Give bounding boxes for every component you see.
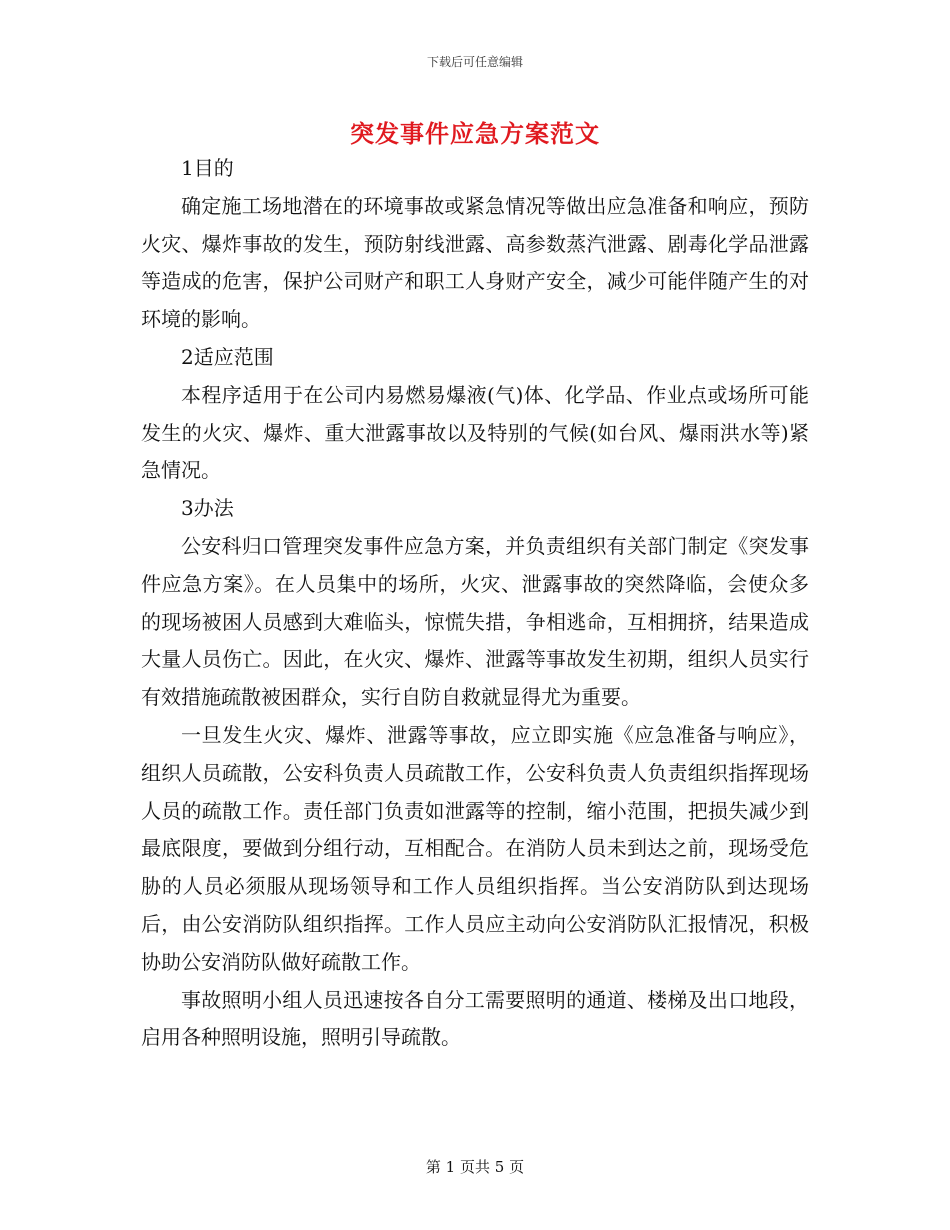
document-title: 突发事件应急方案范文 [350,119,600,148]
section-heading-method: 3办法 [181,496,234,521]
section-heading-scope: 2适应范围 [181,344,274,369]
header-note: 下载后可任意编辑 [426,55,523,69]
paragraph: 确定施工场地潜在的环境事故或紧急情况等做出应急准备和响应，预防火灾、爆炸事故的发生，预防射线泄露、高参数蒸汽泄露、剧毒化学品泄露等造成的危害，保护公司财产和职工人身财产安全，减少可能伴随产生的对环境的影响。 [141,193,809,332]
paragraph: 事故照明小组人员迅速按各自分工需要照明的通道、楼梯及出口地段，启用各种照明设施，照明引导疏散。 [141,987,809,1050]
paragraph: 本程序适用于在公司内易燃易爆液(气)体、化学品、作业点或场所可能发生的火灾、爆炸、重大泄露事故以及特别的气候(如台风、爆雨洪水等)紧急情况。 [141,382,809,483]
section-heading-purpose: 1目的 [181,156,234,180]
paragraph: 一旦发生火灾、爆炸、泄露等事故，应立即实施《应急准备与响应》，组织人员疏散，公安科负责人员疏散工作，公安科负责人负责组织指挥现场人员的疏散工作。责任部门负责如泄露等的控制，缩小范围，把损失减少到最底限度，要做到分组行动，互相配合。在消防人员未到达之前，现场受危胁的人员必须服从现场领导和工作人员组织指挥。当公安消防队到达现场后，由公安消防队组织指挥。工作人员应主动向公安消防队汇报情况，积极协助公安消防队做好疏散工作。 [141,722,809,974]
paragraph: 公安科归口管理突发事件应急方案，并负责组织有关部门制定《突发事件应急方案》。在人员集中的场所，火灾、泄露事故的突然降临，会使众多的现场被困人员感到大难临头，惊慌失措，争相逃命，互相拥挤，结果造成大量人员伤亡。因此，在火灾、爆炸、泄露等事故发生初期，组织人员实行有效措施疏散被困群众，实行自防自救就显得尤为重要。 [141,533,809,710]
page-footer: 第 1 页共 5 页 [425,1158,525,1176]
document-body [141,150,809,1057]
